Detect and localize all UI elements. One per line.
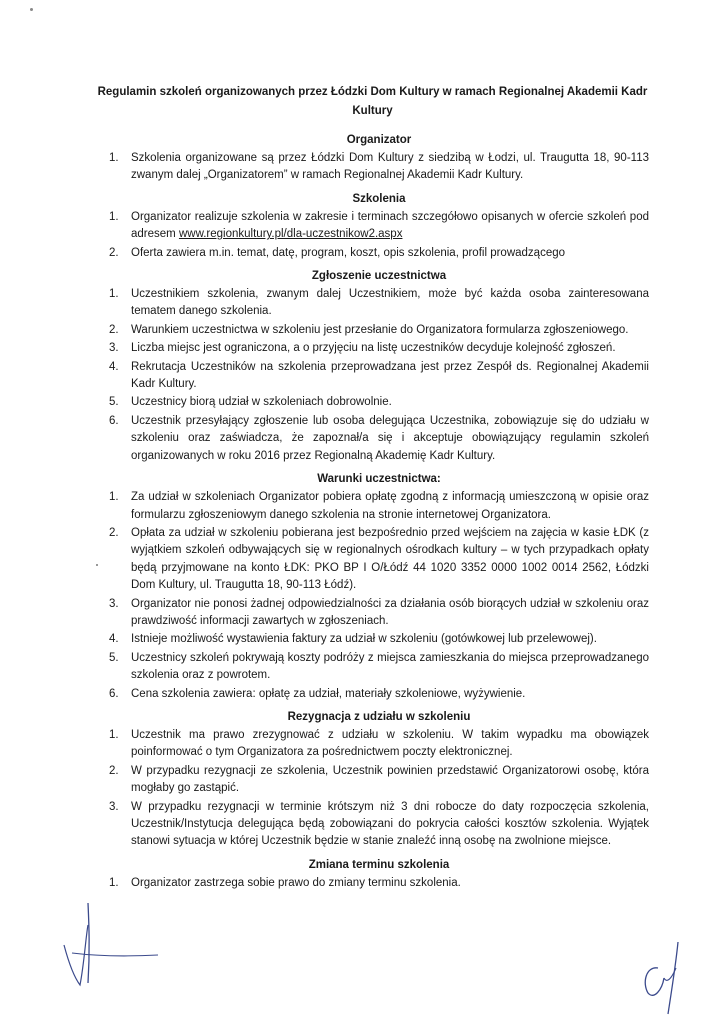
list-item: 4. Rekrutacja Uczestników na szkolenia przeprowadzana jest przez Zespół ds. Regionalnej Akademii Kadr Kultury.	[109, 360, 649, 391]
list-item: 1. Uczestnik ma prawo zrezygnować z udziału w szkoleniu. W takim wypadku ma obowiązek poinformować o tym Organizatora za pośrednictwem poczty elektronicznej.	[109, 728, 649, 759]
list-item: 6. Cena szkolenia zawiera: opłatę za udział, materiały szkoleniowe, wyżywienie.	[109, 687, 526, 700]
list-item: 1. Szkolenia organizowane są przez Łódzki Dom Kultury z siedzibą w Łodzi, ul. Traugutta 18, 90-113 zwanym dalej „Organizatorem” w ramach Regionalnej Akademii Kadr Kultury.	[109, 152, 649, 182]
list-item: 1. Uczestnikiem szkolenia, zwanym dalej Uczestnikiem, może być każda osoba zainteresowana tematem danego szkolenia.	[109, 288, 649, 318]
document-title: Regulamin szkoleń organizowanych przez Łódzki Dom Kultury w ramach Regionalnej Akademii Kadr Kultury	[97, 86, 648, 117]
list-item: 5. Uczestnicy biorą udział w szkoleniach dobrowolnie.	[109, 396, 392, 409]
list-item: 6. Uczestnik przesyłający zgłoszenie lub osoba delegująca Uczestnika, zobowiązuje się do udziału w szkoleniu oraz zaświadcza, że zapoznał/a się i akceptuje obowiązujący regulamin szkoleń organizowanych w roku 2016 przez Regionalną Akademię Kadr Kultury.	[109, 414, 649, 462]
section-heading: Organizator	[346, 134, 412, 146]
item-list	[109, 727, 649, 851]
section-heading: Warunki uczestnictwa:	[317, 473, 441, 486]
list-item: 2. Oferta zawiera m.in. temat, datę, program, koszt, opis szkolenia, profil prowadzącego	[109, 246, 566, 259]
scan-dot	[30, 8, 33, 11]
section-zmiana-terminu	[109, 856, 649, 892]
scan-dot	[96, 564, 98, 566]
section-heading: Zgłoszenie uczestnictwa	[311, 270, 447, 283]
item-list	[109, 489, 649, 703]
document-body	[109, 131, 649, 893]
signature-right	[638, 938, 698, 1018]
section-heading: Zmiana terminu szkolenia	[308, 858, 450, 871]
section-warunki	[109, 470, 649, 703]
section-rezygnacja	[109, 708, 649, 851]
item-list	[109, 209, 649, 262]
list-item: 2. Warunkiem uczestnictwa w szkoleniu jest przesłanie do Organizatora formularza zgłoszeniowego.	[109, 323, 629, 336]
list-item: 2. W przypadku rezygnacji ze szkolenia, Uczestnik powinien przedstawić Organizatorowi osobę, która mogłaby go zastąpić.	[109, 764, 649, 795]
list-item: 5. Uczestnicy szkoleń pokrywają koszty podróży z miejsca zamieszkania do miejsca przeprowadzanego szkolenia oraz z powrotem.	[109, 651, 649, 682]
item-list	[109, 875, 649, 892]
offer-link[interactable]: www.regionkultury.pl/dla-uczestnikow2.aspx	[178, 228, 403, 241]
list-item: 1. Organizator zastrzega sobie prawo do zmiany terminu szkolenia.	[109, 876, 461, 889]
list-item: 2. Opłata za udział w szkoleniu pobierana jest bezpośrednio przed wejściem na zajęcia w kasie ŁDK (z wyjątkiem szkoleń odbywających się w regionalnych ośrodkach kultury – w tych przypadkach opłaty będą przyjmowane na konto ŁDK: PKO BP I O/Łódź 44 1020 3352 0000 1002 0014 2562, Łódzki Dom Kultury, ul. Traugutta 18, 90-113 Łódź).	[109, 526, 649, 592]
item-list	[109, 150, 649, 185]
signature-left	[58, 895, 168, 990]
section-zgloszenie	[109, 267, 649, 465]
section-heading: Rezygnacja z udziału w szkoleniu	[287, 710, 471, 723]
list-item: 3. Organizator nie ponosi żadnej odpowiedzialności za działania osób biorących udział w szkoleniu oraz prawdziwość informacji zawartych w zgłoszeniach.	[109, 597, 649, 627]
list-item: 1. Organizator realizuje szkolenia w zakresie i terminach szczegółowo opisanych w ofercie szkoleń pod adresem www.regionkultury.pl/dla-uczestnikow2.aspx	[109, 210, 649, 241]
list-item: 4. Istnieje możliwość wystawienia faktury za udział w szkoleniu (gotówkowej lub przelewowej).	[109, 633, 597, 646]
section-szkolenia	[109, 190, 649, 262]
list-item: 3. W przypadku rezygnacji w terminie krótszym niż 3 dni robocze do daty rozpoczęcia szkolenia, Uczestnik/Instytucja delegująca będą zobowiązani do pokrycia całości kosztów szkolenia. Wyjątek stanowi sytuacja w której Uczestnik będzie w stanie znaleźć inną osobę na zwolnione miejsce.	[109, 800, 649, 848]
section-organizator	[109, 131, 649, 185]
list-item: 1. Za udział w szkoleniach Organizator pobiera opłatę zgodną z informacją umieszczoną w opisie oraz formularzu zgłoszeniowym danego szkolenia na stronie internetowej Organizatora.	[109, 491, 649, 521]
item-list	[109, 286, 649, 465]
list-item: 3. Liczba miejsc jest ograniczona, a o przyjęciu na listę uczestników decyduje kolejność zgłoszeń.	[109, 342, 616, 355]
section-heading: Szkolenia	[352, 192, 406, 205]
